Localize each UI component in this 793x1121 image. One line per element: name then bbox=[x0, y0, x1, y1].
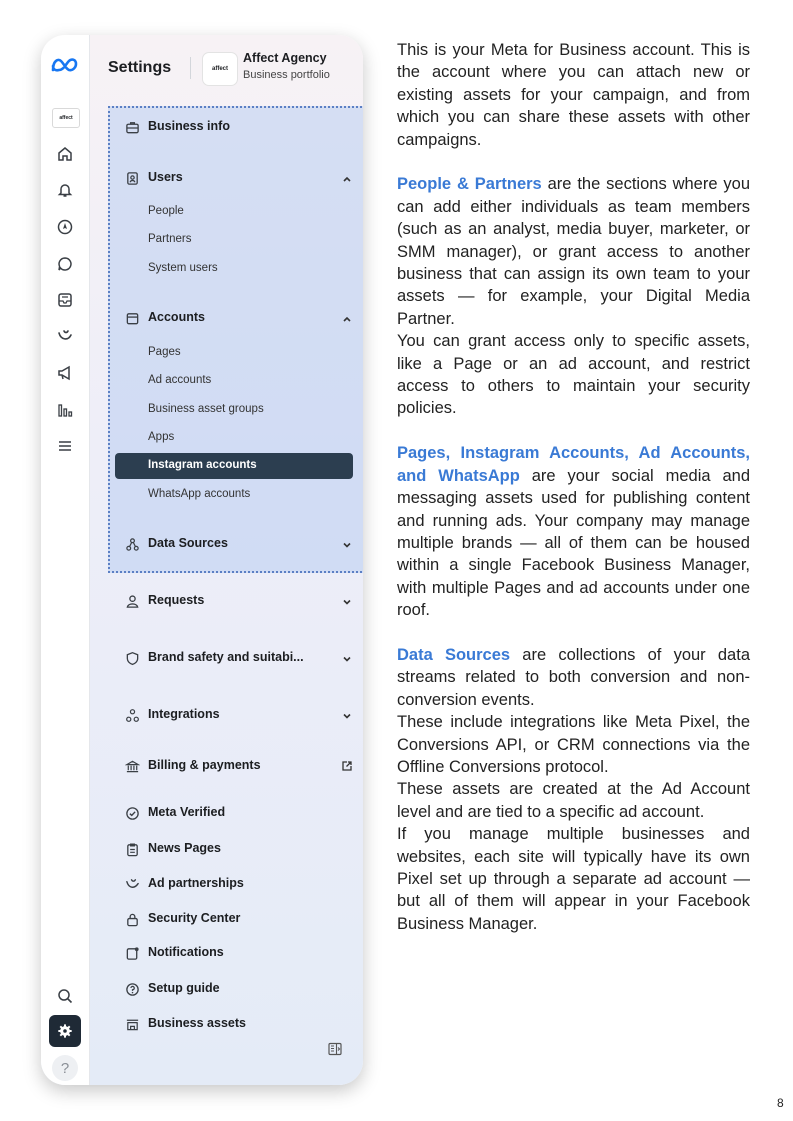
question-circle-icon bbox=[124, 981, 140, 997]
analytics-icon[interactable] bbox=[55, 400, 75, 420]
mini-logo-text: affect bbox=[59, 115, 73, 121]
ad-account-level-paragraph: These assets are created at the Ad Account level and are tied to a specific ad account. bbox=[397, 780, 750, 821]
settings-gear-icon[interactable] bbox=[49, 1015, 81, 1047]
nav-label: Setup guide bbox=[148, 981, 220, 995]
chevron-down-icon[interactable] bbox=[341, 710, 353, 722]
data-sources-paragraph bbox=[397, 644, 750, 711]
people-partners-body: are the sections where you can add either individuals as team members (such as an analyst, media buyer, marketer, or SMM manager), or grant access to another business that can assign its own team to your assets — for example, your Digital Media Partner. bbox=[397, 175, 750, 328]
explanation-text bbox=[397, 39, 750, 935]
users-badge-icon bbox=[124, 170, 140, 186]
nav-label: Ad partnerships bbox=[148, 876, 244, 890]
nav-label: Security Center bbox=[148, 911, 241, 925]
sub-item-people[interactable]: People bbox=[148, 205, 184, 217]
nav-label: Data Sources bbox=[148, 536, 228, 550]
settings-panel-screenshot bbox=[41, 35, 363, 1085]
multiple-businesses-paragraph: If you manage multiple businesses and websites, each site will typically have its own Pixel set up through a separate ad account — but all of them will appear in your Facebook Business Manager. bbox=[397, 825, 750, 933]
nav-label: Business info bbox=[148, 119, 230, 133]
chevron-up-icon[interactable] bbox=[341, 313, 353, 325]
nav-business-assets[interactable] bbox=[108, 1014, 363, 1034]
megaphone-icon[interactable] bbox=[55, 363, 75, 383]
external-link-icon[interactable] bbox=[341, 760, 353, 772]
assets-body: are your social media and messaging assets used for publishing content and running ads. Your company may manage multiple brands — all of them can be housed within a single Facebook Business Manager, with multiple Pages and ad accounts under one roof. bbox=[397, 466, 750, 620]
help-glyph: ? bbox=[60, 1059, 70, 1077]
nav-setup-guide[interactable] bbox=[108, 979, 363, 999]
data-sources-body: are collections of your data streams related to both conversion and non-conversion events. bbox=[397, 645, 750, 709]
nav-accounts[interactable] bbox=[108, 308, 363, 328]
search-icon[interactable] bbox=[55, 986, 75, 1006]
sub-item-instagram-accounts-label[interactable]: Instagram accounts bbox=[148, 459, 257, 471]
compass-icon[interactable] bbox=[55, 217, 75, 237]
nav-label: Brand safety and suitabi... bbox=[148, 650, 304, 664]
chevron-up-icon[interactable] bbox=[341, 173, 353, 185]
notification-square-icon bbox=[124, 945, 140, 961]
company-subtitle: Business portfolio bbox=[243, 69, 330, 81]
company-name[interactable]: Affect Agency bbox=[243, 51, 327, 65]
sub-item-business-asset-groups[interactable]: Business asset groups bbox=[148, 403, 264, 415]
icon-rail bbox=[41, 35, 90, 1085]
people-partners-paragraph bbox=[397, 173, 750, 330]
nav-label: Integrations bbox=[148, 707, 220, 721]
intro-paragraph: This is your Meta for Business account. This is the account where you can attach new or existing assets for your campaign, and from which you can share these assets with other campaigns. bbox=[397, 41, 750, 149]
briefcase-icon bbox=[124, 119, 140, 135]
sub-item-pages[interactable]: Pages bbox=[148, 346, 181, 358]
verified-check-icon bbox=[124, 805, 140, 821]
header-divider bbox=[190, 57, 191, 79]
page-number: 8 bbox=[777, 1096, 784, 1110]
chat-icon[interactable] bbox=[55, 254, 75, 274]
nav-label: Business assets bbox=[148, 1016, 246, 1030]
affect-logo-icon[interactable] bbox=[52, 108, 80, 128]
nav-meta-verified[interactable] bbox=[108, 803, 363, 823]
lock-icon bbox=[124, 911, 140, 927]
nav-ad-partnerships[interactable] bbox=[108, 874, 363, 894]
partnership-icon[interactable] bbox=[55, 326, 75, 346]
nav-billing-payments[interactable] bbox=[108, 756, 363, 776]
chevron-down-icon[interactable] bbox=[341, 539, 353, 551]
people-partners-heading: People & Partners bbox=[397, 175, 542, 194]
collapse-sidebar-icon[interactable] bbox=[327, 1041, 343, 1057]
partnership-icon bbox=[124, 876, 140, 892]
data-sources-icon bbox=[124, 536, 140, 552]
nav-business-info[interactable] bbox=[108, 117, 363, 137]
inbox-icon[interactable] bbox=[55, 290, 75, 310]
sub-item-ad-accounts[interactable]: Ad accounts bbox=[148, 374, 212, 386]
access-paragraph: You can grant access only to specific assets, like a Page or an ad account, and restrict access to others to maintain your security policies. bbox=[397, 332, 750, 418]
nav-label: Accounts bbox=[148, 310, 205, 324]
nav-integrations[interactable] bbox=[108, 705, 363, 725]
nav-label: News Pages bbox=[148, 841, 221, 855]
sub-item-system-users[interactable]: System users bbox=[148, 262, 218, 274]
company-logo[interactable] bbox=[202, 52, 238, 86]
bank-icon bbox=[124, 758, 140, 774]
integrations-paragraph: These include integrations like Meta Pixel, the Conversions API, or CRM connections via the Offline Conversions protocol. bbox=[397, 713, 750, 776]
nav-news-pages[interactable] bbox=[108, 839, 363, 859]
chevron-down-icon[interactable] bbox=[341, 596, 353, 608]
clipboard-icon bbox=[124, 841, 140, 857]
integrations-icon bbox=[124, 707, 140, 723]
data-sources-heading: Data Sources bbox=[397, 645, 511, 664]
nav-label: Users bbox=[148, 170, 183, 184]
assets-heading: Pages, Instagram Accounts, Ad Accounts, and WhatsApp bbox=[397, 444, 750, 485]
nav-notifications[interactable] bbox=[108, 943, 363, 963]
person-icon bbox=[124, 593, 140, 609]
settings-title: Settings bbox=[108, 59, 172, 76]
company-logo-text: affect bbox=[211, 66, 228, 72]
home-icon[interactable] bbox=[55, 144, 75, 164]
sub-item-apps[interactable]: Apps bbox=[148, 431, 175, 443]
bell-icon[interactable] bbox=[55, 180, 75, 200]
menu-icon[interactable] bbox=[55, 436, 75, 456]
nav-label: Requests bbox=[148, 593, 205, 607]
nav-security-center[interactable] bbox=[108, 909, 363, 929]
nav-label: Meta Verified bbox=[148, 805, 226, 819]
nav-users[interactable] bbox=[108, 168, 363, 188]
help-icon[interactable] bbox=[52, 1055, 78, 1081]
nav-data-sources[interactable] bbox=[108, 534, 363, 554]
nav-requests[interactable] bbox=[108, 591, 363, 611]
sub-item-whatsapp-accounts[interactable]: WhatsApp accounts bbox=[148, 488, 251, 500]
assets-paragraph bbox=[397, 442, 750, 621]
shield-icon bbox=[124, 650, 140, 666]
meta-logo-icon[interactable] bbox=[49, 55, 81, 75]
accounts-icon bbox=[124, 310, 140, 326]
nav-label: Billing & payments bbox=[148, 758, 261, 772]
storefront-icon bbox=[124, 1016, 140, 1032]
nav-brand-safety[interactable] bbox=[108, 648, 363, 668]
chevron-down-icon[interactable] bbox=[341, 653, 353, 665]
sub-item-partners[interactable]: Partners bbox=[148, 233, 192, 245]
nav-label: Notifications bbox=[148, 945, 224, 959]
